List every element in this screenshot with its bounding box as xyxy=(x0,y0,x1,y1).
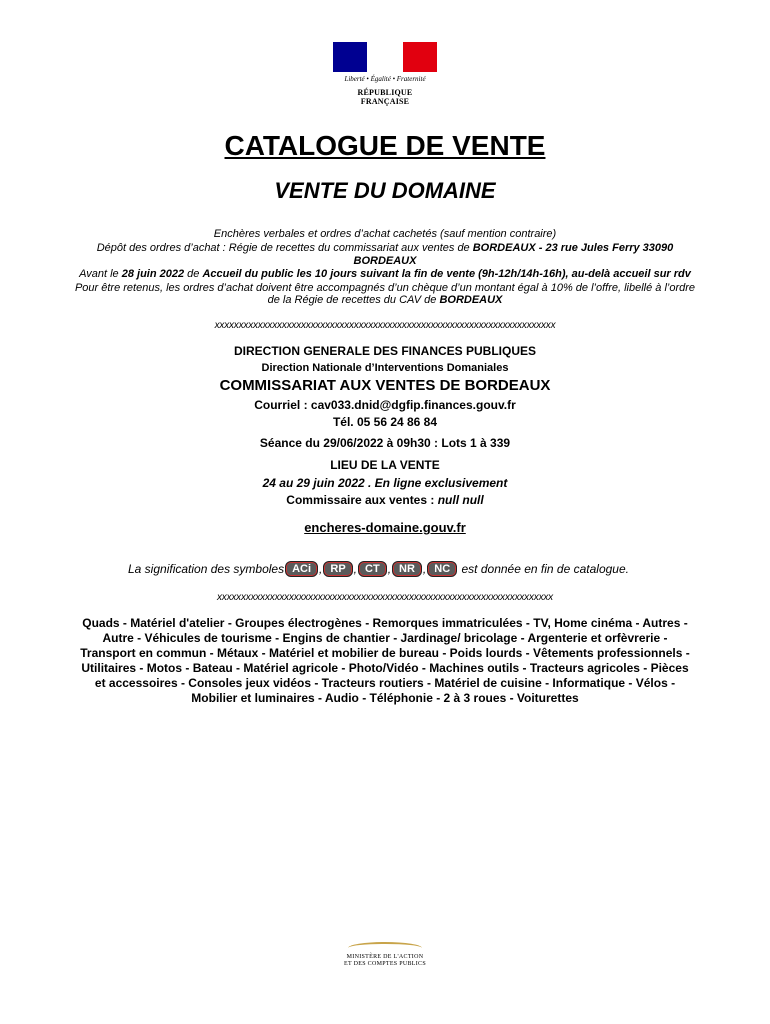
info-conditions-end xyxy=(60,294,710,307)
categories-line: Mobilier et luminaires - Audio - Téléphonie - 2 à 3 roues - Voiturettes xyxy=(191,691,579,705)
venue-info: 24 au 29 juin 2022 . En ligne exclusivement xyxy=(262,476,508,490)
info-deposit-city xyxy=(60,255,710,268)
org-cav: COMMISSARIAT AUX VENTES DE BORDEAUX xyxy=(219,377,551,394)
info-deadline-de: de xyxy=(184,268,203,280)
categories-line: et accessoires - Consoles jeux vidéos - Tracteurs routiers - Matériel de cuisine - Informatique - Vélos - xyxy=(94,676,676,690)
commissioner-label: Commissaire aux ventes : xyxy=(286,493,438,507)
org-dgfip: DIRECTION GENERALE DES FINANCES PUBLIQUES xyxy=(233,344,537,358)
info-deposit-text: Dépôt des ordres d’achat : Régie de recettes du commissariat aux ventes de xyxy=(96,242,473,254)
info-conditions: Pour être retenus, les ordres d’achat doivent être accompagnés d’un chèque d’un montant égal à 10% de l’offre, libellé à l’ordre xyxy=(74,282,696,294)
venue-label: LIEU DE LA VENTE xyxy=(330,458,440,472)
info-public-hours: Accueil du public les 10 jours suivant la fin de vente (9h-12h/14h-16h), au-delà accueil sur rdv xyxy=(202,268,691,280)
ministry-arc-icon xyxy=(348,942,422,954)
info-deposit xyxy=(60,242,710,255)
ministry-line1: MINISTÈRE DE L'ACTION xyxy=(346,954,424,960)
symbol-nc-badge: NC xyxy=(427,561,457,577)
symbols-prefix: La signification des symboles xyxy=(128,562,285,576)
symbol-aci-badge: ACi xyxy=(285,561,318,577)
info-deadline xyxy=(60,268,710,281)
info-auction-type: Enchères verbales et ordres d’achat cachetés (sauf mention contraire) xyxy=(213,228,557,240)
categories-line: Quads - Matériel d'atelier - Groupes électrogènes - Remorques immatriculées - TV, Home cinéma - Autres - xyxy=(82,616,688,630)
categories-line: Autre - Véhicules de tourisme - Engins de chantier - Jardinage/ bricolage - Argenterie et orfèvrerie - xyxy=(102,631,668,645)
symbol-ct-badge: CT xyxy=(358,561,387,577)
symbol-rp-badge: RP xyxy=(323,561,352,577)
info-deposit-address: BORDEAUX - 23 rue Jules Ferry 33090 xyxy=(472,242,674,254)
categories-line: Transport en commun - Métaux - Matériel et mobilier de bureau - Poids lourds - Vêtements professionnels - xyxy=(80,646,690,660)
info-regie-city: BORDEAUX xyxy=(439,294,503,306)
page-title: CATALOGUE DE VENTE xyxy=(224,130,546,161)
session-info: Séance du 29/06/2022 à 09h30 : Lots 1 à 339 xyxy=(259,436,511,450)
marianne-flag-icon xyxy=(333,42,437,72)
info-deadline-prefix: Avant le xyxy=(79,268,122,280)
commissioner xyxy=(0,493,770,507)
org-dnid: Direction Nationale d’Interventions Domaniales xyxy=(261,362,509,374)
logo-motto: Liberté • Égalité • Fraternité xyxy=(344,75,426,83)
categories-list xyxy=(50,616,720,706)
separator: xxxxxxxxxxxxxxxxxxxxxxxxxxxxxxxxxxxxxxxxxxxxxxxxxxxxxxxxxxxxxxxxxxxxxxx xyxy=(214,320,556,331)
symbols-suffix: est donnée en fin de catalogue. xyxy=(461,562,629,576)
republique-francaise-logo xyxy=(333,42,437,106)
symbols-legend: La signification des symboles ACi , RP , CT , NR , NC est donnée en fin de catalogue. xyxy=(128,562,629,576)
logo-republic: RÉPUBLIQUE FRANÇAISE xyxy=(357,88,413,106)
commissioner-name: null null xyxy=(437,493,484,507)
ministry-logo xyxy=(330,942,440,972)
info-deadline-date: 28 juin 2022 xyxy=(121,268,185,280)
ministry-line2: ET DES COMPTES PUBLICS xyxy=(343,961,426,967)
symbol-nr-badge: NR xyxy=(392,561,422,577)
info-regie: de la Régie de recettes du CAV de xyxy=(267,294,440,306)
categories-line: Utilitaires - Motos - Bateau - Matériel agricole - Photo/Vidéo - Machines outils - Tracteurs agricoles - Pièces xyxy=(81,661,689,675)
website-link[interactable]: encheres-domaine.gouv.fr xyxy=(304,520,466,535)
org-phone: Tél. 05 56 24 86 84 xyxy=(332,415,438,429)
separator: xxxxxxxxxxxxxxxxxxxxxxxxxxxxxxxxxxxxxxxxxxxxxxxxxxxxxxxxxxxxxxxxxxxxxx xyxy=(216,592,553,603)
org-email[interactable]: Courriel : cav033.dnid@dgfip.finances.gouv.fr xyxy=(254,398,516,412)
page-subtitle: VENTE DU DOMAINE xyxy=(274,178,496,203)
info-city: BORDEAUX xyxy=(353,255,417,267)
